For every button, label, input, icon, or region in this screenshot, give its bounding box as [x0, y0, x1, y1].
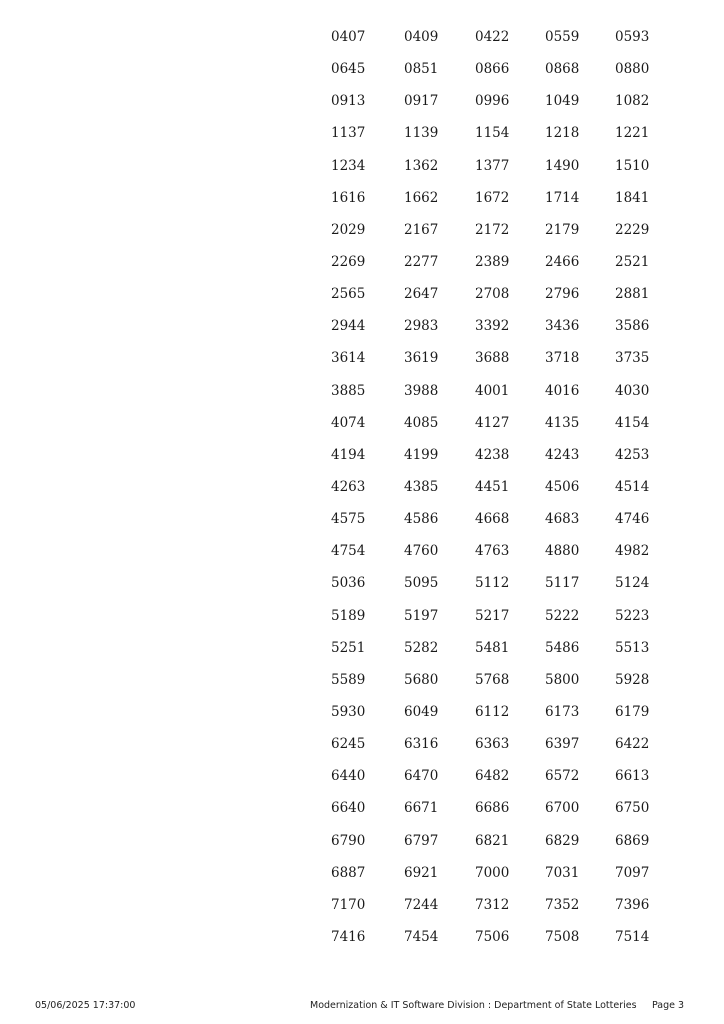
ticket-number: 7514 — [615, 928, 650, 945]
ticket-number: 4135 — [545, 414, 580, 431]
ticket-number: 4074 — [331, 414, 366, 431]
number-row — [331, 156, 671, 188]
ticket-number: 1377 — [475, 157, 510, 174]
number-row — [331, 316, 671, 348]
ticket-number: 0868 — [545, 61, 580, 78]
ticket-number: 1234 — [331, 157, 366, 174]
number-row — [331, 27, 671, 59]
number-row — [331, 766, 671, 798]
ticket-number: 4763 — [475, 543, 510, 560]
ticket-number: 2167 — [404, 221, 439, 238]
ticket-number: 4575 — [331, 511, 366, 528]
number-row — [331, 702, 671, 734]
ticket-number: 5768 — [475, 671, 510, 688]
ticket-number: 2983 — [404, 318, 439, 335]
ticket-number: 2029 — [331, 221, 366, 238]
ticket-number: 3735 — [615, 350, 650, 367]
ticket-number: 6921 — [404, 864, 439, 881]
ticket-number: 3988 — [404, 382, 439, 399]
number-row — [331, 220, 671, 252]
ticket-number: 0593 — [615, 29, 650, 45]
ticket-number: 1662 — [404, 189, 439, 206]
number-row — [331, 541, 671, 573]
ticket-number: 5800 — [545, 671, 580, 688]
ticket-number: 0880 — [615, 61, 650, 78]
ticket-number: 7170 — [331, 896, 366, 913]
ticket-number: 6112 — [475, 703, 510, 720]
ticket-number: 6173 — [545, 703, 580, 720]
ticket-number: 5189 — [331, 607, 366, 624]
number-row — [331, 188, 671, 220]
ticket-number: 4127 — [475, 414, 510, 431]
ticket-number: 1841 — [615, 189, 650, 206]
ticket-number: 1049 — [545, 93, 580, 110]
ticket-number: 2521 — [615, 253, 650, 270]
ticket-number: 0409 — [404, 29, 439, 45]
ticket-number: 0913 — [331, 93, 366, 110]
ticket-number: 7312 — [475, 896, 510, 913]
ticket-number: 6422 — [615, 736, 650, 753]
number-row — [331, 509, 671, 541]
ticket-number: 7000 — [475, 864, 510, 881]
number-row — [331, 284, 671, 316]
ticket-number: 5680 — [404, 671, 439, 688]
ticket-number: 4154 — [615, 414, 650, 431]
footer-page-number: Page 3 — [652, 1000, 685, 1011]
ticket-number: 4746 — [615, 511, 650, 528]
ticket-number: 1154 — [475, 125, 510, 142]
ticket-number: 5095 — [404, 575, 439, 592]
ticket-number: 2277 — [404, 253, 439, 270]
number-row — [331, 670, 671, 702]
ticket-number: 1616 — [331, 189, 366, 206]
ticket-number: 5222 — [545, 607, 580, 624]
number-row — [331, 91, 671, 123]
ticket-number: 2647 — [404, 286, 439, 303]
ticket-number: 6686 — [475, 800, 510, 817]
ticket-number: 3586 — [615, 318, 650, 335]
ticket-number: 6470 — [404, 768, 439, 785]
ticket-number: 4194 — [331, 446, 366, 463]
ticket-number: 3885 — [331, 382, 366, 399]
number-row — [331, 927, 671, 959]
ticket-number: 1139 — [404, 125, 439, 142]
ticket-number: 0917 — [404, 93, 439, 110]
ticket-number: 6245 — [331, 736, 366, 753]
ticket-number: 2708 — [475, 286, 510, 303]
number-row — [331, 348, 671, 380]
ticket-number: 4238 — [475, 446, 510, 463]
number-row — [331, 863, 671, 895]
ticket-number: 2389 — [475, 253, 510, 270]
ticket-number: 7508 — [545, 928, 580, 945]
ticket-number: 4030 — [615, 382, 650, 399]
ticket-number: 0851 — [404, 61, 439, 78]
ticket-number: 5197 — [404, 607, 439, 624]
ticket-number: 5251 — [331, 639, 366, 656]
ticket-number: 2466 — [545, 253, 580, 270]
ticket-number: 1362 — [404, 157, 439, 174]
ticket-number: 5223 — [615, 607, 650, 624]
number-row — [331, 831, 671, 863]
ticket-number: 0407 — [331, 29, 366, 45]
number-row — [331, 477, 671, 509]
ticket-number: 4668 — [475, 511, 510, 528]
ticket-number: 0996 — [475, 93, 510, 110]
ticket-number: 4514 — [615, 478, 650, 495]
ticket-number: 4016 — [545, 382, 580, 399]
number-row — [331, 638, 671, 670]
ticket-number: 4243 — [545, 446, 580, 463]
ticket-number: 1672 — [475, 189, 510, 206]
ticket-number: 6790 — [331, 832, 366, 849]
ticket-number: 4982 — [615, 543, 650, 560]
ticket-number: 5036 — [331, 575, 366, 592]
ticket-number: 4001 — [475, 382, 510, 399]
number-row — [331, 381, 671, 413]
ticket-number: 2179 — [545, 221, 580, 238]
ticket-number: 3718 — [545, 350, 580, 367]
ticket-number: 6887 — [331, 864, 366, 881]
ticket-number: 6640 — [331, 800, 366, 817]
ticket-number: 5930 — [331, 703, 366, 720]
ticket-number: 6821 — [475, 832, 510, 849]
ticket-number: 0645 — [331, 61, 366, 78]
ticket-number: 6482 — [475, 768, 510, 785]
ticket-number: 2565 — [331, 286, 366, 303]
ticket-number: 1082 — [615, 93, 650, 110]
ticket-number: 6049 — [404, 703, 439, 720]
ticket-number: 1221 — [615, 125, 650, 142]
ticket-number: 2229 — [615, 221, 650, 238]
ticket-number: 4880 — [545, 543, 580, 560]
ticket-number: 7031 — [545, 864, 580, 881]
ticket-number: 1137 — [331, 125, 366, 142]
ticket-number: 6829 — [545, 832, 580, 849]
ticket-number: 0866 — [475, 61, 510, 78]
footer-organization: Modernization & IT Software Division : Department of State Lotteries — [310, 1000, 637, 1011]
ticket-number: 6179 — [615, 703, 650, 720]
ticket-number: 1218 — [545, 125, 580, 142]
ticket-number: 5282 — [404, 639, 439, 656]
ticket-number: 1510 — [615, 157, 650, 174]
ticket-number: 1490 — [545, 157, 580, 174]
ticket-number: 6869 — [615, 832, 650, 849]
number-row — [331, 798, 671, 830]
winning-numbers-grid — [331, 27, 671, 959]
ticket-number: 4385 — [404, 478, 439, 495]
number-row — [331, 59, 671, 91]
ticket-number: 4754 — [331, 543, 366, 560]
ticket-number: 3436 — [545, 318, 580, 335]
ticket-number: 4263 — [331, 478, 366, 495]
ticket-number: 3392 — [475, 318, 510, 335]
ticket-number: 5217 — [475, 607, 510, 624]
number-row — [331, 734, 671, 766]
footer-timestamp: 05/06/2025 17:37:00 — [35, 1000, 136, 1011]
ticket-number: 4683 — [545, 511, 580, 528]
ticket-number: 6750 — [615, 800, 650, 817]
ticket-number: 2881 — [615, 286, 650, 303]
ticket-number: 6671 — [404, 800, 439, 817]
ticket-number: 7244 — [404, 896, 439, 913]
ticket-number: 7097 — [615, 864, 650, 881]
ticket-number: 2796 — [545, 286, 580, 303]
ticket-number: 2944 — [331, 318, 366, 335]
ticket-number: 7352 — [545, 896, 580, 913]
ticket-number: 6397 — [545, 736, 580, 753]
ticket-number: 5481 — [475, 639, 510, 656]
ticket-number: 5112 — [475, 575, 510, 592]
ticket-number: 0422 — [475, 29, 510, 45]
ticket-number: 6613 — [615, 768, 650, 785]
ticket-number: 6700 — [545, 800, 580, 817]
number-row — [331, 252, 671, 284]
number-row — [331, 445, 671, 477]
ticket-number: 4085 — [404, 414, 439, 431]
number-row — [331, 123, 671, 155]
ticket-number: 3614 — [331, 350, 366, 367]
ticket-number: 5486 — [545, 639, 580, 656]
ticket-number: 4253 — [615, 446, 650, 463]
ticket-number: 4199 — [404, 446, 439, 463]
ticket-number: 4506 — [545, 478, 580, 495]
ticket-number: 2172 — [475, 221, 510, 238]
ticket-number: 4451 — [475, 478, 510, 495]
ticket-number: 5513 — [615, 639, 650, 656]
ticket-number: 7454 — [404, 928, 439, 945]
number-row — [331, 606, 671, 638]
ticket-number: 4586 — [404, 511, 439, 528]
ticket-number: 6797 — [404, 832, 439, 849]
ticket-number: 7506 — [475, 928, 510, 945]
ticket-number: 6363 — [475, 736, 510, 753]
ticket-number: 5117 — [545, 575, 580, 592]
ticket-number: 4760 — [404, 543, 439, 560]
ticket-number: 7416 — [331, 928, 366, 945]
ticket-number: 6316 — [404, 736, 439, 753]
ticket-number: 2269 — [331, 253, 366, 270]
ticket-number: 3688 — [475, 350, 510, 367]
number-row — [331, 413, 671, 445]
ticket-number: 5124 — [615, 575, 650, 592]
ticket-number: 6572 — [545, 768, 580, 785]
number-row — [331, 573, 671, 605]
ticket-number: 1714 — [545, 189, 580, 206]
ticket-number: 3619 — [404, 350, 439, 367]
ticket-number: 0559 — [545, 29, 580, 45]
ticket-number: 6440 — [331, 768, 366, 785]
number-row — [331, 895, 671, 927]
ticket-number: 7396 — [615, 896, 650, 913]
ticket-number: 5589 — [331, 671, 366, 688]
ticket-number: 5928 — [615, 671, 650, 688]
page-footer — [0, 1000, 724, 1014]
